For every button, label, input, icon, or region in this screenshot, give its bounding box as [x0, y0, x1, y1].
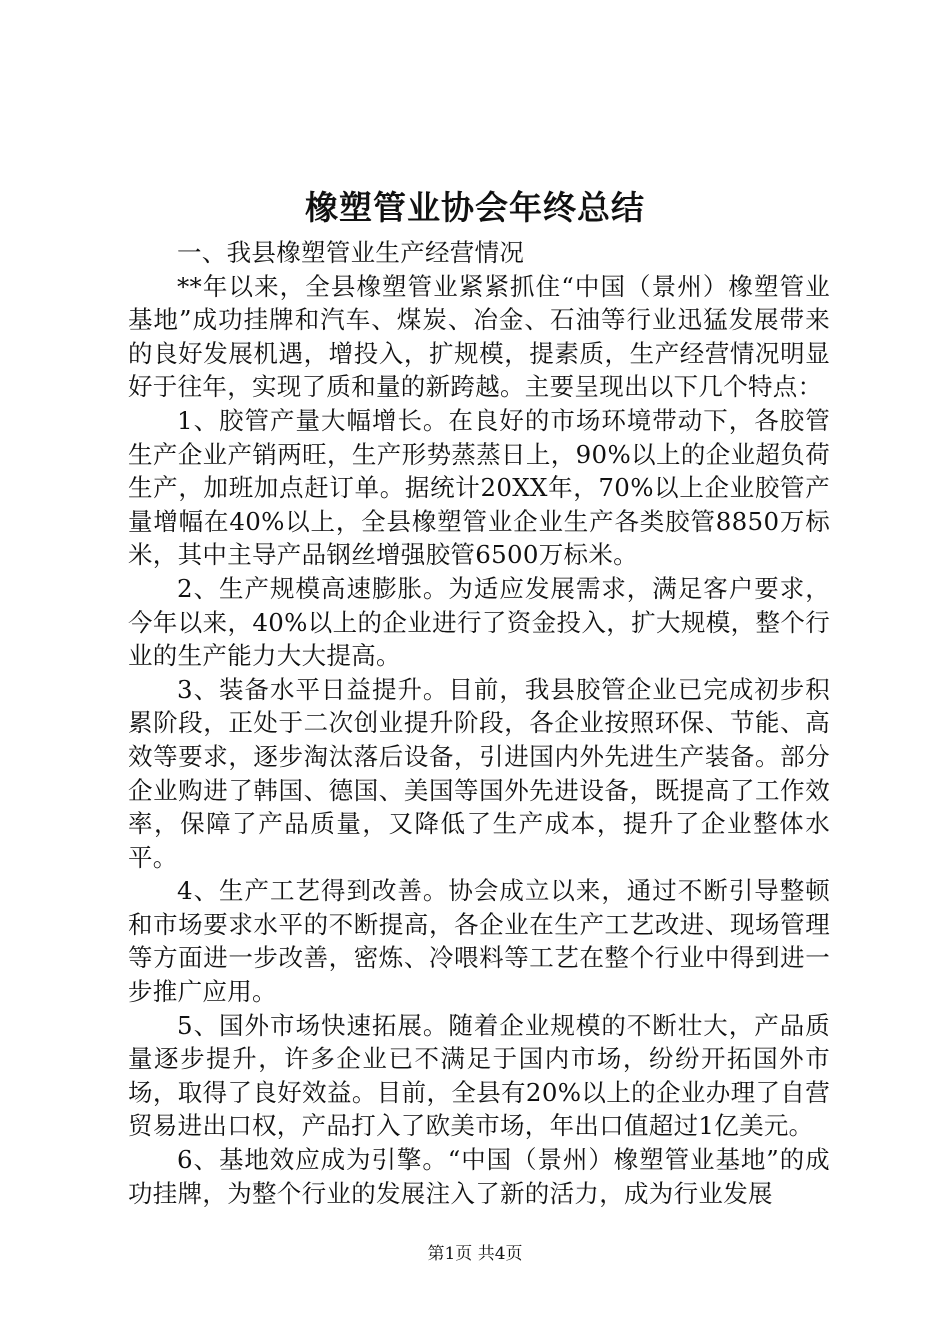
paragraph: 2、生产规模高速膨胀。为适应发展需求，满足客户要求，今年以来，40%以上的企业进行了资金投入，扩大规模，整个行业的生产能力大大提高。 — [128, 573, 830, 671]
paragraph: 6、基地效应成为引擎。“中国（景州）橡塑管业基地”的成功挂牌，为整个行业的发展注入了新的活力，成为行业发展 — [128, 1145, 830, 1208]
page-number-footer: 第1页 共4页 — [427, 1244, 523, 1264]
paragraph: 3、装备水平日益提升。目前，我县胶管企业已完成初步积累阶段，正处于二次创业提升阶段，各企业按照环保、节能、高效等要求，逐步淘汰落后设备，引进国内外先进生产装备。部分企业购进了韩国、德国、美国等国外先进设备，既提高了工作效率，保障了产品质量，又降低了生产成本，提升了企业整体水平。 — [128, 674, 830, 872]
section-heading: 一、我县橡塑管业生产经营情况 — [177, 238, 525, 267]
paragraph: 5、国外市场快速拓展。随着企业规模的不断壮大，产品质量逐步提升，许多企业已不满足于国内市场，纷纷开拓国外市场，取得了良好效益。目前，全县有20%以上的企业办理了自营贸易进出口权，产品打入了欧美市场，年出口值超过1亿美元。 — [128, 1010, 830, 1141]
document-title: 橡塑管业协会年终总结 — [305, 188, 645, 227]
paragraph: 1、胶管产量大幅增长。在良好的市场环境带动下，各胶管生产企业产销两旺，生产形势蒸蒸日上，90%以上的企业超负荷生产，加班加点赶订单。据统计20XX年，70%以上企业胶管产量增幅在40%以上，全县橡塑管业企业生产各类胶管8850万标米，其中主导产品钢丝增强胶管6500万标米。 — [128, 405, 830, 570]
document-body — [128, 236, 830, 1210]
paragraph: **年以来，全县橡塑管业紧紧抓住“中国（景州）橡塑管业基地”成功挂牌和汽车、煤炭、冶金、石油等行业迅猛发展带来的良好发展机遇，增投入，扩规模，提素质，生产经营情况明显好于往年，实现了质和量的新跨越。主要呈现出以下几个特点： — [128, 271, 831, 402]
paragraph: 4、生产工艺得到改善。协会成立以来，通过不断引导整顿和市场要求水平的不断提高，各企业在生产工艺改进、现场管理等方面进一步改善，密炼、冷喂料等工艺在整个行业中得到进一步推广应用。 — [128, 876, 830, 1007]
